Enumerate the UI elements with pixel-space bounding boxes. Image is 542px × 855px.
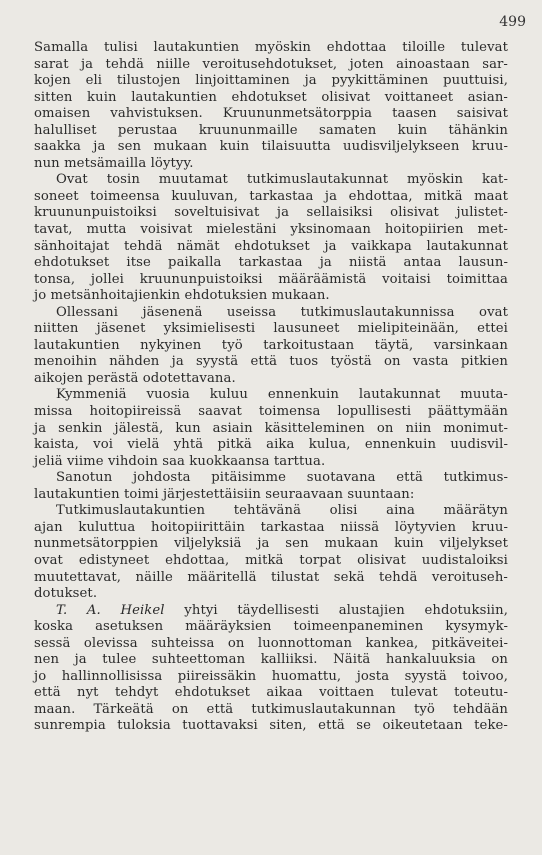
text-line: lautakuntien toimi järjestettäisiin seuraavaan suuntaan: [34, 486, 415, 502]
text-line: Ovat tosin muutamat tutkimuslautakunnat myöskin kat- [56, 172, 508, 188]
text-line: sitten kuin lautakuntien ehdotukset olisivat voittaneet asian- [34, 89, 508, 105]
text-line: sunrempia tuloksia tuottavaksi siten, että se oikeutetaan teke- [34, 718, 508, 734]
speaker-name: T. A. Heikel [56, 602, 165, 618]
text-line: saakka ja sen mukaan kuin tilaisuutta uudisviljelykseen kruu- [34, 139, 508, 155]
text-line: omaisen vahvistuksen. Kruununmetsätorppia taasen saisivat [34, 106, 508, 122]
text-line: jeliä viime vihdoin saa kuokkaansa tarttua. [34, 453, 326, 469]
text-line: aikojen perästä odotettavana. [34, 370, 236, 386]
text-line: muutettavat, näille määritellä tilustat sekä tehdä veroituseh- [34, 569, 508, 585]
text-line-with-speaker [34, 603, 508, 620]
body-text [34, 40, 508, 735]
text-line: koska asetuksen määräyksien toimeenpaneminen kysymyk- [34, 619, 508, 635]
text-line: nun metsämailla löytyy. [34, 155, 194, 171]
text-line: kruununpuistoiksi soveltuisivat ja sellaisiksi olisivat julistet- [34, 205, 508, 221]
text-line: Tutkimuslautakuntien tehtävänä olisi aina määrätyn [56, 503, 508, 519]
text-line: jo metsänhoitajienkin ehdotuksien mukaan. [34, 288, 330, 304]
text-line: ehdotukset itse paikalla tarkastaa ja niistä antaa lausun- [34, 255, 508, 271]
text-line: soneet toimeensa kuuluvan, tarkastaa ja ehdottaa, mitkä maat [34, 188, 508, 204]
text-line: Ollessani jäsenenä useissa tutkimuslautakunnissa ovat [56, 304, 508, 320]
text-line: lautakuntien nykyinen työ tarkoitustaan täytä, varsinkaan [34, 337, 508, 353]
text-line: ajan kuluttua hoitopiirittäin tarkastaa niissä löytyvien kruu- [34, 519, 508, 535]
text-line: ja senkin jälestä, kun asiain käsitteleminen on niin monimut- [34, 420, 508, 436]
text-line: tavat, mutta voisivat mielestäni yksinomaan hoitopiirien met- [34, 222, 508, 238]
text-line: dotukset. [34, 586, 98, 602]
text-line: menoihin nähden ja syystä että tuos työstä on vasta pitkien [34, 354, 508, 370]
text-line: maan. Tärkeätä on että tutkimuslautakunnan työ tehdään [34, 701, 508, 717]
text-line: kojen eli tilustojen linjoittaminen ja pyykittäminen puuttuisi, [34, 73, 508, 89]
text-line: kaista, voi vielä yhtä pitkä aika kulua, ennenkuin uudisvil- [34, 437, 508, 453]
text-line: nen ja tulee suhteettoman kalliiksi. Näitä hankaluuksia on [34, 652, 508, 668]
text-line: halulliset perustaa kruununmaille samaten kuin tähänkin [34, 122, 508, 138]
text-line: Sanotun johdosta pitäisimme suotavana että tutkimus- [56, 470, 508, 486]
text-line: Samalla tulisi lautakuntien myöskin ehdottaa tiloille tulevat [34, 40, 508, 55]
page-number: 499 [499, 14, 526, 30]
text-line: että nyt tehdyt ehdotukset aikaa voittaen tulevat toteutu- [34, 685, 508, 701]
text-line: niitten jäsenet yksimielisesti lausuneet mielipiteinään, ettei [34, 321, 508, 337]
text-line: tonsa, jollei kruununpuistoiksi määräämistä voitaisi toimittaa [34, 271, 508, 287]
text-line: missa hoitopiireissä saavat toimensa lopullisesti päättymään [34, 404, 508, 420]
text-line: sessä olevissa suhteissa on luonnottoman kankea, pitkäveitei- [34, 635, 508, 651]
text-line: jo hallinnollisissa piireissäkin huomattu, josta syystä toivoo, [34, 668, 508, 684]
text-line: sarat ja tehdä niille veroitusehdotukset, joten ainoastaan sar- [34, 56, 508, 72]
text-line: sänhoitajat tehdä nämät ehdotukset ja vaikkapa lautakunnat [34, 238, 508, 254]
text-fragment: yhtyi täydellisesti alustajien ehdotuksiin, [184, 602, 509, 618]
text-line: ovat edistyneet ehdottaa, mitkä torpat olisivat uudistaloiksi [34, 552, 508, 568]
text-line: Kymmeniä vuosia kuluu ennenkuin lautakunnat muuta- [56, 387, 508, 403]
text-line: nunmetsätorppien viljelyksiä ja sen mukaan kuin viljelykset [34, 536, 508, 552]
